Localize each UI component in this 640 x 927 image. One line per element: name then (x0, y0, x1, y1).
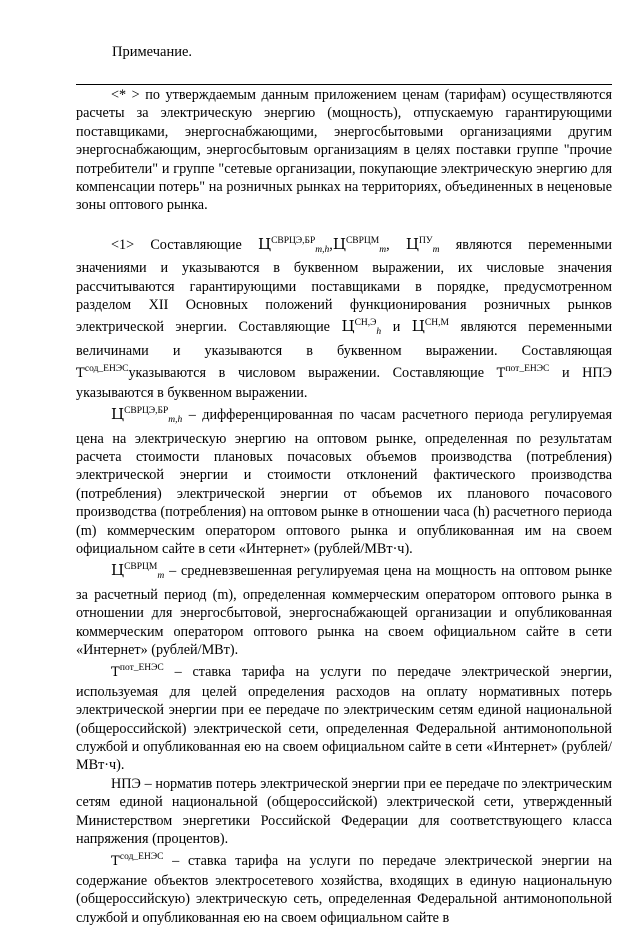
separator-line (76, 84, 612, 85)
document-body (76, 86, 612, 927)
definition-loss-norm: НПЭ – норматив потерь электрической энергии при ее передаче по электрическим сетям единой национальной (общероссийской) электрической сети, утвержденный Министерством энергетики Российской Федерации для соответствующего класса напряжения (процентов). (76, 775, 612, 848)
definition-price-energy: $Ц^{СВРЦЭ,БР}_{m,h}$ – дифференцированная по часам расчетного периода регулируемая цена на электрическую энергию на оптовом рынке, определенная по результатам расчета стоимости плановых почасовых объемов производства (потребления) электрической энергии и стоимости отклонений фактического производства (потребления) электрической энергии от объемов их планового почасового производства (потребления) на оптовом рынке в отношении часа (h) расчетного периода (m) коммерческим оператором оптового рынка и опубликованная им на своем официальном сайте в сети «Интернет» (рублей/МВт·ч). (76, 405, 613, 557)
definition-tariff-maintenance: $Т^{сод\_ЕНЭС}$ – ставка тарифа на услуги по передаче электрической энергии на содержание объектов электросетевого хозяйства, входящих в единую национальную (общероссийскую) электрическую сеть, определенная Федеральной антимонопольной службой и опубликованная ею на своем официальном сайте в (76, 852, 613, 926)
note1-paragraph: <1> Составляющие $Ц^{СВРЦЭ,БР}_{m,h},Ц^{СВРЦМ}_m$, $Ц^{ПУ}_m$ являются переменными значениями и указываются в буквенном выражении, их числовые значения рассчитываются гарантирующими поставщиками в порядке, предусмотренном разделом XII Основных положений функционирования розничных рынков электрической энергии. Составляющие $Ц^{СН,Э}_h$ и $Ц^{СН,М}$ являются переменными величинами и указываются в буквенном выражении. Составляющая $Т^{сод\_ЕНЭС}указываются$ в числовом выражении. Составляющие $Т^{пот\_ЕНЭС}$ и НПЭ указываются в буквенном выражении. (76, 234, 613, 401)
definition-price-capacity: $Ц^{СВРЦМ}_m$ – средневзвешенная регулируемая цена на мощность на оптовом рынке за расчетный период (m), определенная коммерческим оператором оптового рынка в отношении для энергосбытовой, энергоснабжающей организации и опубликованная коммерческим оператором оптового рынка на своем официальном сайте в сети «Интернет» (рублей/МВт). (76, 561, 612, 658)
note-star-paragraph: <* > по утверждаемым данным приложением ценам (тарифам) осуществляются расчеты за электрическую энергию (мощность), отпускаемую гарантирующими поставщиками, энергоснабжающими, энергосбытовыми организациями другим энергоснабжающим, энергосбытовым организациям в целях поставки группе "прочие потребители" и группе "сетевые организации, покупающие электрическую энергию для компенсации потерь" на розничных рынках на территориях, объединенных в неценовые зоны оптового рынка. (76, 87, 612, 214)
note-heading: Примечание. (112, 44, 193, 60)
formula-symbol: Ц (258, 234, 272, 253)
definition-tariff-losses: $Т^{пот\_ЕНЭС}$ – ставка тарифа на услуги по передаче электрической энергии, используемая для целей определения расходов на оплату нормативных потерь электрической энергии при ее передаче по электрическим сетям единой национальной (общероссийской) электрической сети, определенная Федеральной антимонопольной службой и опубликованная ею на своем официальном сайте в сети «Интернет» (рублей/МВт·ч). (76, 663, 613, 774)
